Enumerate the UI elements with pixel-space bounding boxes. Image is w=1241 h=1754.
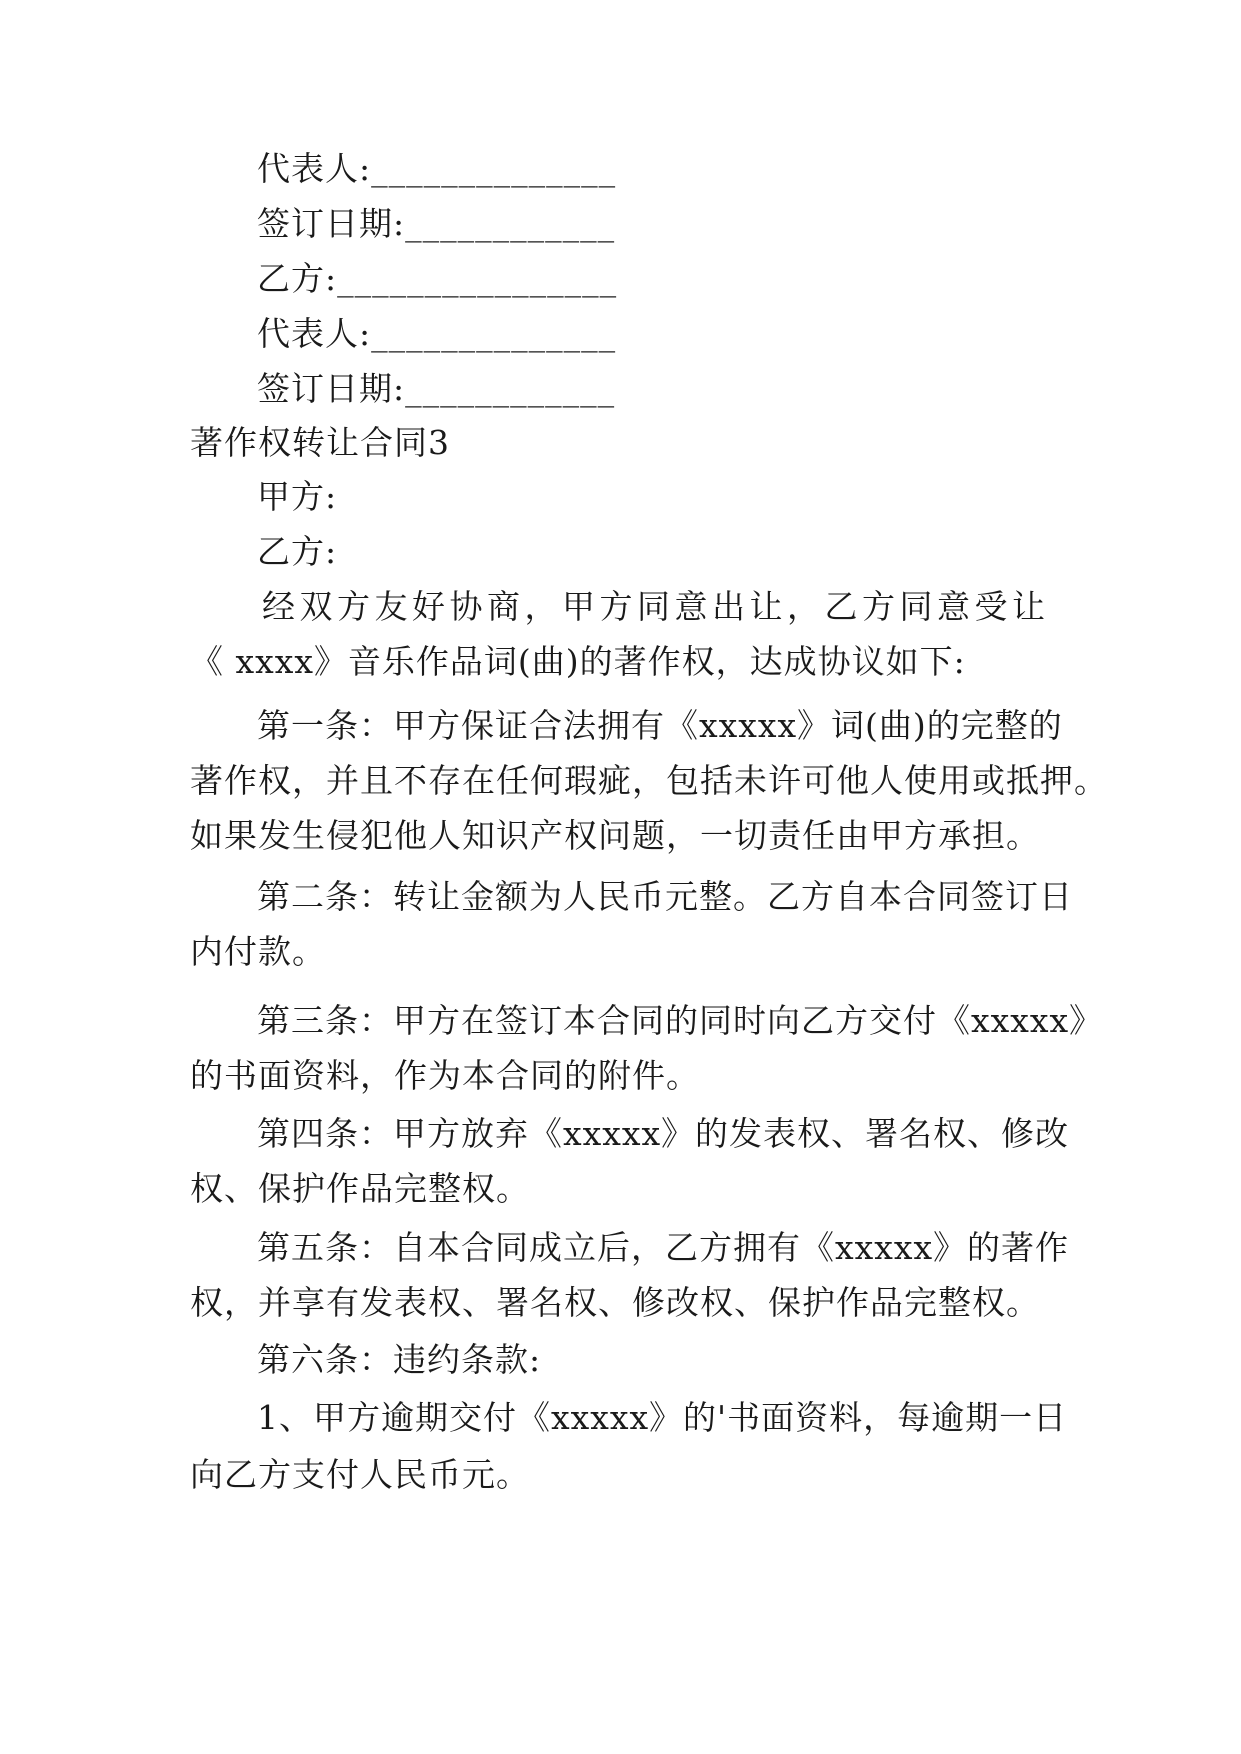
article-5-line-2: 权，并享有发表权、署名权、修改权、保护作品完整权。 <box>190 1283 1040 1322</box>
article-2-line-1: 第二条：转让金额为人民币元整。乙方自本合同签订日 <box>257 877 1073 916</box>
article-2-line-2: 内付款。 <box>190 932 326 971</box>
party-b-label: 乙方: <box>257 532 338 571</box>
article-4-line-1: 第四条：甲方放弃《xxxxx》的发表权、署名权、修改 <box>257 1114 1070 1153</box>
intro-paragraph-line-1: 经双方友好协商，甲方同意出让，乙方同意受让 <box>262 587 1046 626</box>
contract-title: 著作权转让合同3 <box>190 423 450 462</box>
intro-paragraph-line-2: 《 xxxx》音乐作品词(曲)的著作权，达成协议如下: <box>190 642 966 681</box>
article-3-line-1: 第三条：甲方在签订本合同的同时向乙方交付《xxxxx》 <box>257 1001 1104 1040</box>
signature-date-a: 签订日期:____________ <box>257 204 616 243</box>
article-6-item-1-line-2: 向乙方支付人民币元。 <box>190 1455 530 1494</box>
signature-date-b: 签订日期:____________ <box>257 369 616 408</box>
signature-representative-a: 代表人:______________ <box>257 149 617 188</box>
article-1-line-1: 第一条：甲方保证合法拥有《xxxxx》词(曲)的完整的 <box>257 706 1063 745</box>
signature-party-b: 乙方:________________ <box>257 259 618 298</box>
party-a-label: 甲方: <box>257 477 338 516</box>
article-6-heading: 第六条：违约条款: <box>257 1340 542 1379</box>
article-4-line-2: 权、保护作品完整权。 <box>190 1169 530 1208</box>
article-5-line-1: 第五条：自本合同成立后，乙方拥有《xxxxx》的著作 <box>257 1228 1070 1267</box>
article-3-line-2: 的书面资料，作为本合同的附件。 <box>190 1056 700 1095</box>
signature-representative-b: 代表人:______________ <box>257 314 617 353</box>
article-1-line-2: 著作权，并且不存在任何瑕疵，包括未许可他人使用或抵押。 <box>190 761 1108 800</box>
article-1-line-3: 如果发生侵犯他人知识产权问题，一切责任由甲方承担。 <box>190 816 1040 855</box>
article-6-item-1-line-1: 1、甲方逾期交付《xxxxx》的'书面资料，每逾期一日 <box>257 1398 1068 1437</box>
